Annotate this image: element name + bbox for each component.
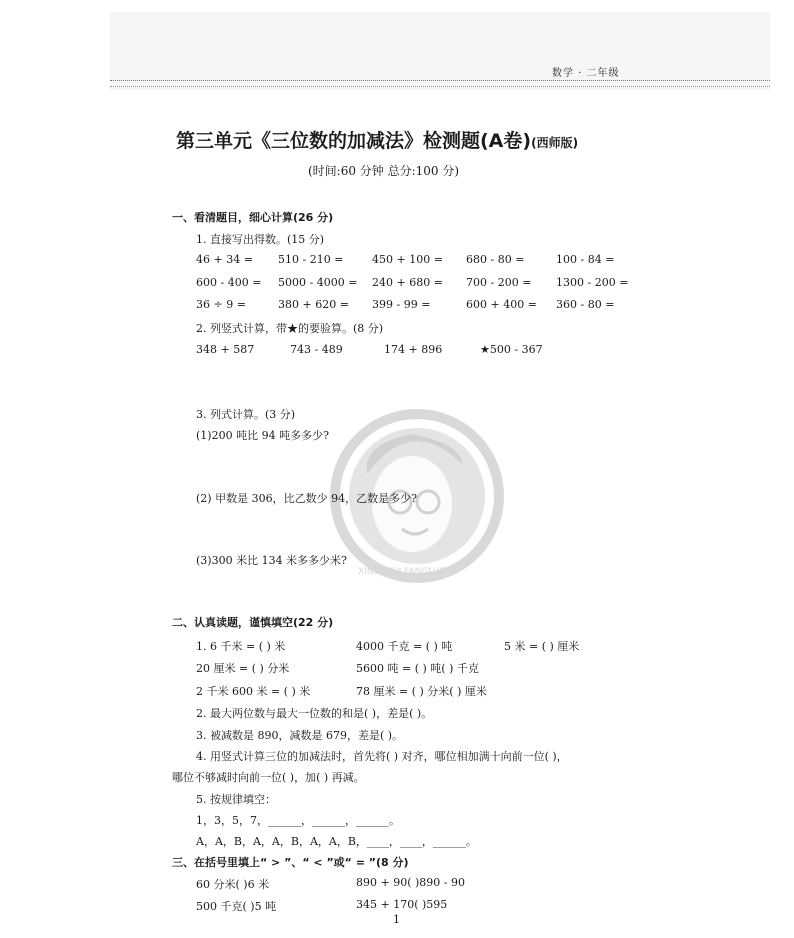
fill-blank-item: 3. 被减数是 890，减数是 679，差是( )。 [196,729,404,742]
fill-blank-item: 20 厘米 = ( ) 分米 [196,662,290,675]
fill-blank-item: 5. 按规律填空： [196,793,276,806]
fill-blank-item: 4000 千克 = ( ) 吨 [356,640,453,653]
header-band [110,12,770,90]
calc-item: 700 - 200 = [466,276,532,289]
page-subtitle: (时间:60 分钟 总分:100 分) [308,164,460,178]
fill-blank-item: 5600 吨 = ( ) 吨( ) 千克 [356,662,479,675]
fill-blank-item: 1. 6 千米 = ( ) 米 [196,640,286,653]
word-problem: (1)200 吨比 94 吨多多少? [196,429,329,442]
s1-q1-label: 1. 直接写出得数。(15 分) [196,233,325,246]
header-divider [110,80,770,81]
calc-item: 399 - 99 = [372,298,431,311]
compare-item: 60 分米( )6 米 [196,878,270,891]
calc-item: 380 + 620 = [278,298,349,311]
section-1-heading: 一、看清题目，细心计算(26 分) [172,211,334,224]
calc-item: 36 ÷ 9 = [196,298,246,311]
fill-blank-item: 2. 最大两位数与最大一位数的和是( )，差是( )。 [196,707,433,720]
fill-blank-item: 4. 用竖式计算三位的加减法时，首先将( ) 对齐，哪位相加满十向前一位( )， [196,750,568,763]
fill-blank-item: 2 千米 600 米 = ( ) 米 [196,685,311,698]
s1-q3-label: 3. 列式计算。(3 分) [196,408,296,421]
calc-item: 600 - 400 = [196,276,262,289]
compare-item: 500 千克( )5 吨 [196,900,277,913]
calc-item: 100 - 84 = [556,253,615,266]
calc-item: 680 - 80 = [466,253,525,266]
page-title [176,126,578,153]
calc-item: 360 - 80 = [556,298,615,311]
page-number: 1 [393,913,400,926]
header-divider-lower [110,86,770,87]
calc-item: 450 + 100 = [372,253,443,266]
header-label: 数学 · 二年级 [552,68,620,79]
title-edition: (西师版) [531,136,579,150]
s1-q2-label: 2. 列竖式计算，带★的要验算。(8 分) [196,322,384,335]
watermark-text: XINSUZHI FANGLUE [358,567,446,577]
section-3-heading: 三、在括号里填上“ > ”、“ < ”或“ = ”(8 分) [172,856,409,869]
pattern-line: A，A，B，A，A，B，A，A，B，____，____，______。 [196,835,477,848]
vertical-calc-item: 348 + 587 [196,343,255,356]
calc-item: 5000 - 4000 = [278,276,358,289]
fill-blank-item: 78 厘米 = ( ) 分米( ) 厘米 [356,685,487,698]
title-main: 第三单元《三位数的加减法》检测题(A卷) [176,130,532,152]
fill-blank-item: 5 米 = ( ) 厘米 [504,640,580,653]
word-problem: (3)300 米比 134 米多多少米? [196,554,347,567]
calc-item: 1300 - 200 = [556,276,629,289]
calc-item: 510 - 210 = [278,253,344,266]
calc-item: 240 + 680 = [372,276,443,289]
fill-blank-item: 哪位不够减时向前一位( )，加( ) 再减。 [172,771,365,784]
compare-item: 890 + 90( )890 - 90 [356,876,465,889]
vertical-calc-item: ★500 - 367 [480,343,543,356]
vertical-calc-item: 743 - 489 [290,343,343,356]
calc-item: 46 + 34 = [196,253,253,266]
calc-item: 600 + 400 = [466,298,537,311]
vertical-calc-item: 174 + 896 [384,343,443,356]
word-problem: (2) 甲数是 306，比乙数少 94，乙数是多少? [196,492,417,505]
pattern-line: 1，3，5，7，______，______，______。 [196,814,400,827]
compare-item: 345 + 170( )595 [356,898,448,911]
section-2-heading: 二、认真读题，谨慎填空(22 分) [172,616,334,629]
